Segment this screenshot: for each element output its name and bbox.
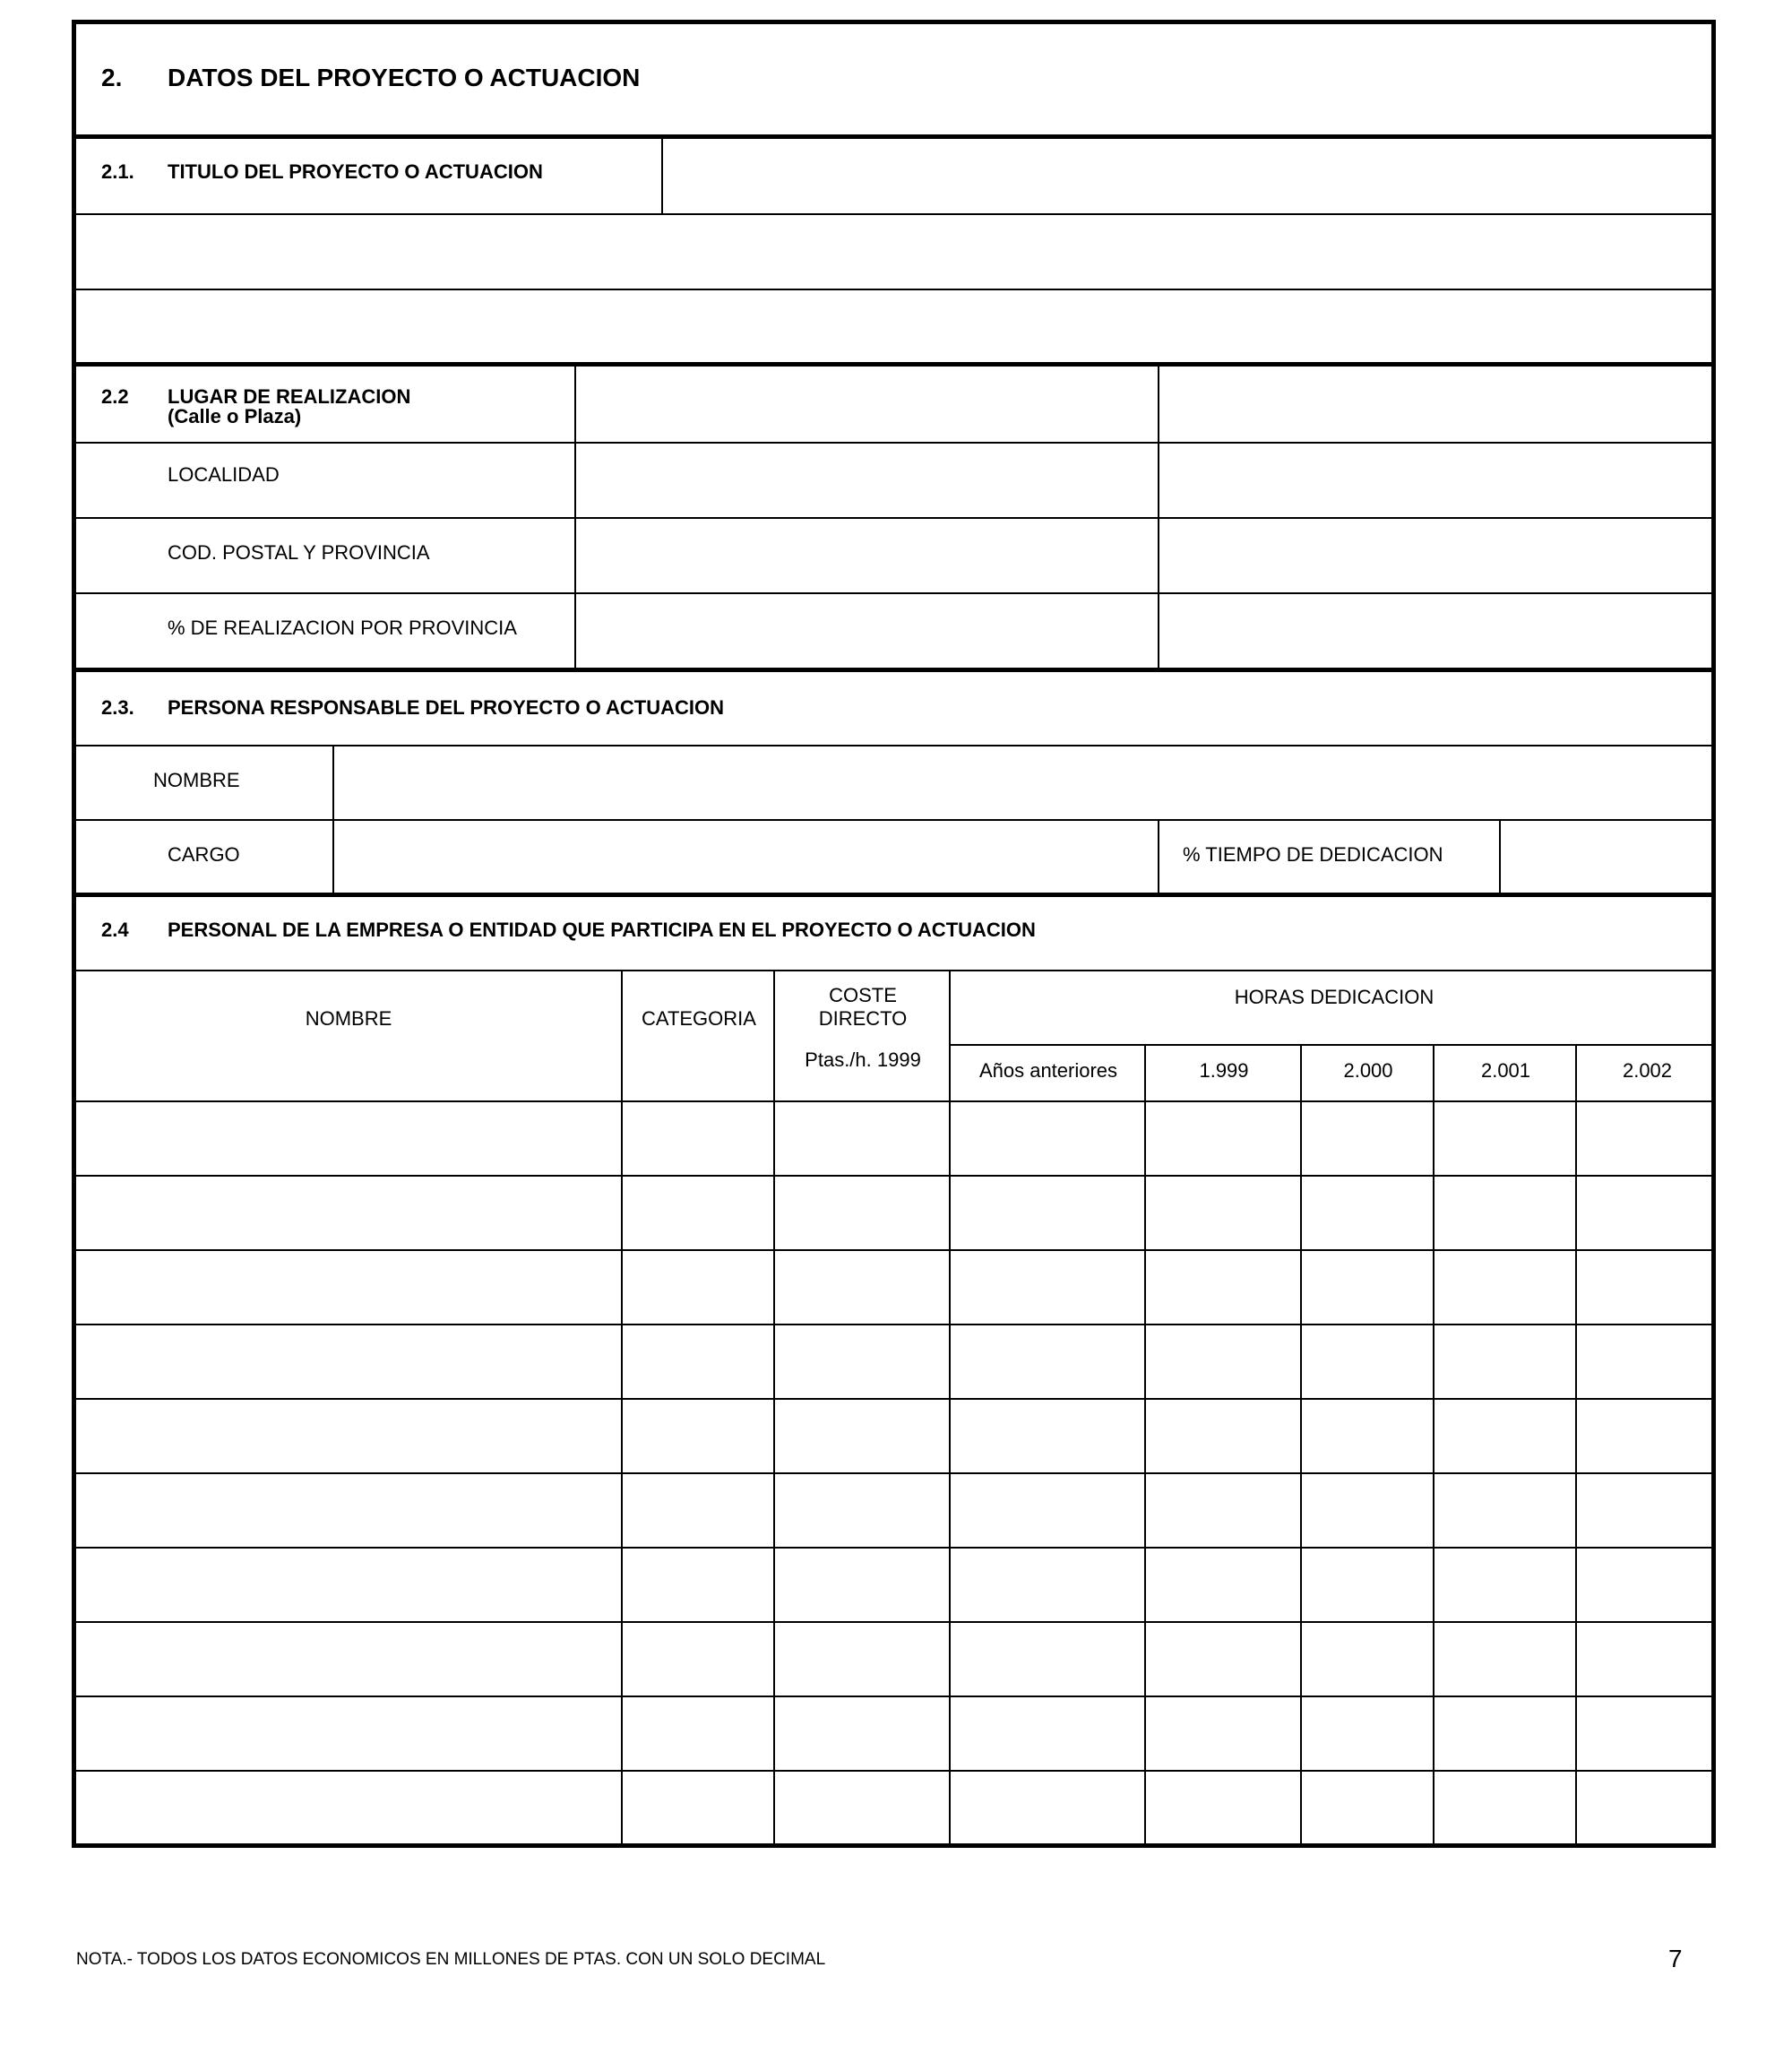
row-divider <box>72 1472 1716 1474</box>
divider <box>72 213 1716 215</box>
personal-label: PERSONAL DE LA EMPRESA O ENTIDAD QUE PARTICIPA EN EL PROYECTO O ACTUACION <box>168 919 1036 941</box>
row-divider <box>72 1249 1716 1251</box>
responsable-cargo-label: CARGO <box>168 843 240 866</box>
row-divider <box>72 1547 1716 1549</box>
divider <box>72 745 1716 746</box>
localidad-label: LOCALIDAD <box>168 463 280 486</box>
row-divider <box>72 1175 1716 1177</box>
table-row[interactable] <box>76 1103 1711 1174</box>
col-header-2000: 2.000 <box>1343 1059 1393 1082</box>
localidad-field-b[interactable] <box>1161 444 1711 516</box>
table-row[interactable] <box>76 1773 1711 1843</box>
lugar-sublabel: (Calle o Plaza) <box>168 405 302 427</box>
page-number: 7 <box>1668 1945 1683 1972</box>
table-row[interactable] <box>76 1698 1711 1769</box>
col-header-horas: HORAS DEDICACION <box>1234 986 1434 1008</box>
localidad-field-a[interactable] <box>578 444 1156 516</box>
section-number: 2. <box>101 64 123 91</box>
cod-postal-field-a[interactable] <box>578 520 1156 591</box>
divider <box>72 819 1716 821</box>
titulo-field-1[interactable] <box>665 139 1711 212</box>
responsable-label: PERSONA RESPONSABLE DEL PROYECTO O ACTUACION <box>168 696 724 719</box>
divider <box>1158 820 1159 893</box>
responsable-number: 2.3. <box>101 696 134 719</box>
col-header-2002: 2.002 <box>1622 1059 1673 1082</box>
divider <box>72 970 1716 971</box>
cod-postal-label: COD. POSTAL Y PROVINCIA <box>168 541 430 564</box>
responsable-cargo-field[interactable] <box>336 823 1156 893</box>
table-row[interactable] <box>76 1549 1711 1620</box>
calle-field-a[interactable] <box>578 367 1156 439</box>
section-title: DATOS DEL PROYECTO O ACTUACION <box>168 64 641 91</box>
col-header-2001: 2.001 <box>1480 1059 1531 1082</box>
col-header-coste-2: DIRECTO <box>818 1007 908 1030</box>
col-header-1999: 1.999 <box>1199 1059 1249 1082</box>
row-divider <box>72 1621 1716 1623</box>
porcentaje-field-b[interactable] <box>1161 595 1711 667</box>
responsable-nombre-field[interactable] <box>336 748 1711 818</box>
row-divider <box>72 1324 1716 1325</box>
tiempo-label: % TIEMPO DE DEDICACION <box>1183 843 1443 866</box>
porcentaje-label: % DE REALIZACION POR PROVINCIA <box>168 617 517 639</box>
row-divider <box>72 1770 1716 1772</box>
table-row[interactable] <box>76 1178 1711 1248</box>
footer-note: NOTA.- TODOS LOS DATOS ECONOMICOS EN MILLONES DE PTAS. CON UN SOLO DECIMAL <box>76 1950 826 1969</box>
col-header-nombre: NOMBRE <box>305 1007 392 1030</box>
table-row[interactable] <box>76 1252 1711 1323</box>
divider <box>72 362 1716 367</box>
col-header-coste-unit: Ptas./h. 1999 <box>805 1048 921 1071</box>
table-row[interactable] <box>76 1624 1711 1695</box>
divider <box>72 668 1716 672</box>
titulo-field-3[interactable] <box>76 292 1711 362</box>
titulo-field-2[interactable] <box>76 217 1711 287</box>
lugar-label: LUGAR DE REALIZACION <box>168 385 411 408</box>
divider <box>661 137 663 214</box>
lugar-number: 2.2 <box>101 385 129 408</box>
divider <box>72 517 1716 519</box>
personal-number: 2.4 <box>101 919 129 941</box>
tiempo-field[interactable] <box>1503 823 1711 893</box>
divider <box>72 442 1716 444</box>
divider <box>72 289 1716 290</box>
row-divider <box>72 1696 1716 1697</box>
responsable-nombre-label: NOMBRE <box>153 769 240 791</box>
table-row[interactable] <box>76 1475 1711 1546</box>
cod-postal-field-b[interactable] <box>1161 520 1711 591</box>
col-header-coste-1: COSTE <box>829 984 897 1006</box>
divider <box>72 592 1716 594</box>
divider <box>72 893 1716 897</box>
porcentaje-field-a[interactable] <box>578 595 1156 667</box>
calle-field-b[interactable] <box>1161 367 1711 439</box>
divider <box>72 1100 1716 1102</box>
col-header-anteriores: Años anteriores <box>978 1059 1118 1082</box>
table-row[interactable] <box>76 1401 1711 1471</box>
divider <box>1499 820 1501 893</box>
titulo-number: 2.1. <box>101 160 134 183</box>
table-row[interactable] <box>76 1326 1711 1397</box>
row-divider <box>72 1398 1716 1400</box>
titulo-label: TITULO DEL PROYECTO O ACTUACION <box>168 160 543 183</box>
divider <box>951 1044 1716 1046</box>
col-header-categoria: CATEGORIA <box>642 1007 756 1030</box>
